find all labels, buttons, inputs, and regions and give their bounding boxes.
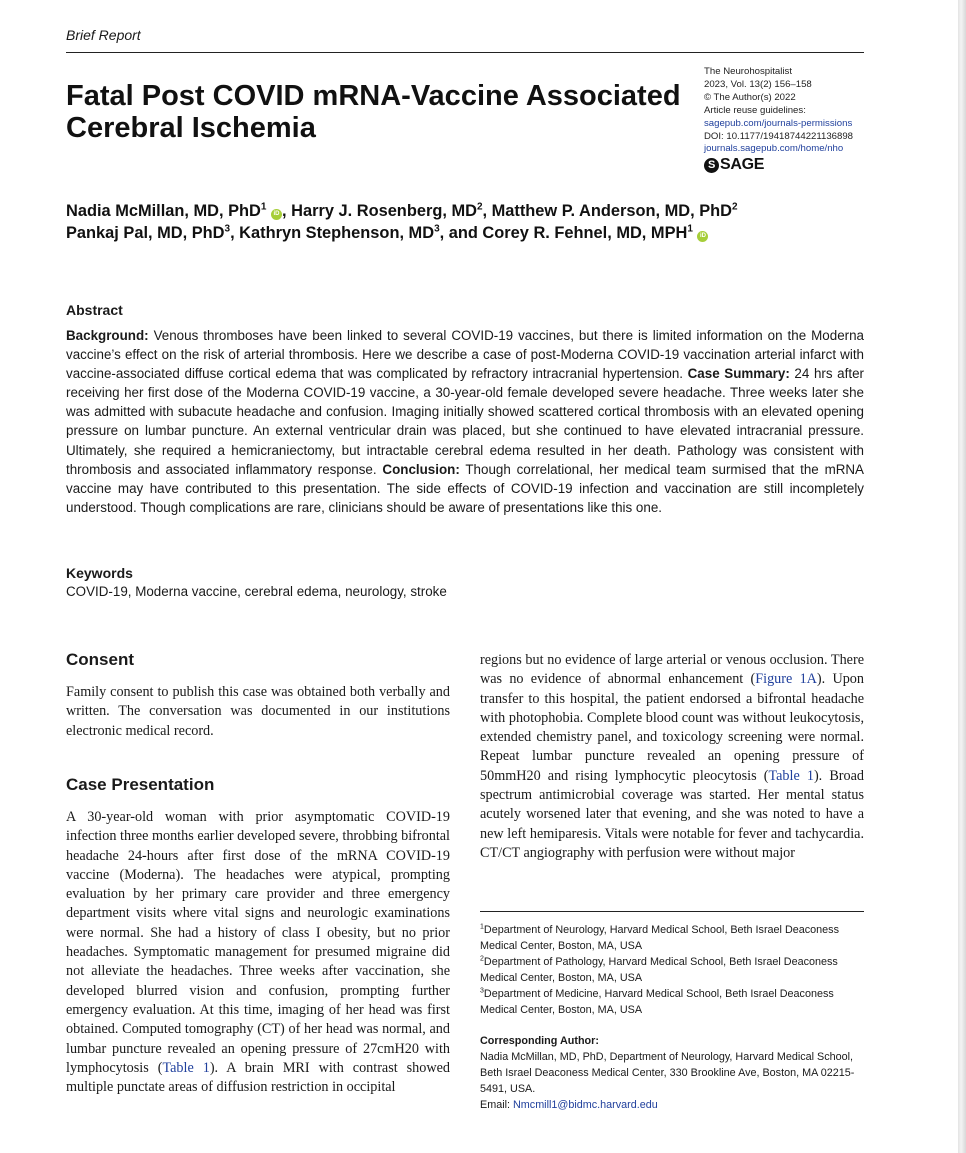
table-1-link[interactable]: Table 1: [162, 1059, 210, 1076]
case-text-part: ). A brain MRI with contrast showed multiple punctate areas of diffusion restriction in occipital: [66, 1059, 450, 1096]
publisher-name: SAGE: [720, 156, 765, 174]
case-presentation-text: [66, 808, 450, 1097]
email-label: Email:: [480, 1099, 513, 1111]
figure-1a-link[interactable]: Figure 1A: [755, 671, 817, 688]
footnote-text: Department of Neurology, Harvard Medical School, Beth Israel Deaconess Medical Center, Boston, MA, USA: [480, 924, 839, 952]
corresponding-author: [480, 1033, 864, 1113]
author-list: [66, 200, 876, 244]
case-presentation-heading: Case Presentation: [66, 775, 215, 794]
conclusion-label: Conclusion:: [382, 461, 460, 477]
article-title: Fatal Post COVID mRNA-Vaccine Associated Cerebral Ischemia: [66, 80, 681, 144]
corresponding-heading: Corresponding Author:: [480, 1035, 599, 1047]
affiliation-mark: 3: [224, 223, 231, 235]
keywords-text: COVID-19, Moderna vaccine, cerebral edema, neurology, stroke: [66, 584, 447, 599]
author-name: , and Corey R. Fehnel, MD, MPH: [439, 224, 688, 242]
author-name: , Harry J. Rosenberg, MD: [282, 202, 477, 220]
doi: DOI: 10.1177/19418744221136898: [704, 130, 854, 142]
case-text-part: ). Upon transfer to this hospital, the patient endorsed a bifrontal headache with photophobia. Complete blood count was without leukocytosis, extended chemistry panel, and toxicology screening were normal. Repeat lumbar puncture revealed an opening pressure of 50mmH20 and rising lymphocytic pleocytosis (: [480, 671, 864, 784]
reuse-link[interactable]: sagepub.com/journals-permissions: [704, 117, 853, 129]
background-text: Venous thromboses have been linked to several COVID-19 vaccines, but there is limited information on the Moderna vaccine’s effect on the risk of arterial thrombosis. Here we describe a case of post-Moderna COVID-19 vaccination arterial infarct with vaccine-associated diffuse cortical edema that was complicated by refractory intracranial hypertension.: [66, 328, 864, 382]
footnote-rule: [480, 911, 864, 912]
journal-link[interactable]: journals.sagepub.com/home/nho: [704, 143, 844, 155]
footnote-text: Department of Pathology, Harvard Medical School, Beth Israel Deaconess Medical Center, Boston, MA, USA: [480, 956, 838, 984]
affiliation-mark: 2: [732, 201, 738, 213]
reuse-label: Article reuse guidelines:: [704, 104, 806, 116]
email-line: [480, 1097, 864, 1113]
abstract-body: [66, 326, 864, 517]
footnote-number: 1: [480, 923, 484, 931]
footnote-number: 2: [480, 955, 484, 963]
background-label: Background:: [66, 328, 149, 343]
footnote-item: [480, 922, 864, 954]
corresponding-text: Nadia McMillan, MD, PhD, Department of Neurology, Harvard Medical School, Beth Israel Deaconess Medical Center, 330 Brookline Ave, Boston, MA 02215-5491, USA.: [480, 1051, 855, 1095]
volume-info: 2023, Vol. 13(2) 156–158: [704, 78, 812, 90]
publisher-logo: [704, 158, 874, 173]
keywords-heading: Keywords: [66, 565, 133, 581]
footnote-text: Department of Medicine, Harvard Medical School, Beth Israel Deaconess Medical Center, Boston, MA, USA: [480, 988, 834, 1016]
affiliation-mark: 1: [687, 223, 693, 235]
page-edge-shadow: [958, 0, 966, 1153]
author-name: Pankaj Pal, MD, PhD: [66, 224, 225, 242]
orcid-icon[interactable]: iD: [271, 209, 282, 220]
case-text-part: A 30-year-old woman with prior asymptomatic COVID-19 infection three months earlier developed severe, throbbing bifrontal headache 24-hours after first dose of the mRNA COVID-19 vaccine (Moderna). The headaches were atypical, prompting evaluation by her primary care provider and three emergency department visits where vital signs and neurologic examinations were normal. She had a history of class I obesity, but no prior headaches. Symptomatic management for presumed migraine did not alleviate the headaches. Three weeks after vaccination, she developed blurred vision and confusion, prompting further emergency evaluation. At this time, imaging of her head was first obtained. Computed tomography (CT) of her head was normal, and lumbar puncture revealed an opening pressure of 27cmH20 with lymphocytosis (: [66, 809, 450, 1076]
email-link[interactable]: Nmcmill1@bidmc.harvard.edu: [513, 1099, 658, 1111]
case-summary-text: 24 hrs after receiving her first dose of the Moderna COVID-19 vaccine, a 30-year-old female developed severe headache. Three weeks later she was admitted with subacute headache and confusion. Imaging initially showed scattered cortical thrombosis with an elevated opening pressure on lumbar puncture. An external ventricular drain was placed, but she continued to have elevated intracranial pressure. Ultimately, she required a hemicraniectomy, but intractable cerebral edema resulted in her death. Pathology was consistent with thrombosis and associated inflammatory response.: [66, 366, 864, 477]
article-type-label: Brief Report: [66, 27, 141, 43]
table-1-link[interactable]: Table 1: [768, 767, 814, 784]
affiliation-mark: 1: [260, 201, 267, 213]
case-text-part: ). Broad spectrum antimicrobial coverage was started. Her mental status acutely worsened later that evening, and she was noted to have a new left hemiparesis. Vitals were notable for fever and tachycardia. CT/CT angiography with perfusion were without major: [480, 767, 864, 861]
journal-info: [704, 66, 874, 173]
case-presentation-continued: [480, 651, 864, 863]
author-name: , Matthew P. Anderson, MD, PhD: [482, 202, 733, 220]
footnote-item: [480, 986, 864, 1018]
consent-text: Family consent to publish this case was obtained both verbally and written. The conversation was documented in our institutions electronic medical record.: [66, 684, 450, 739]
sage-s-icon: S: [704, 158, 719, 173]
case-summary-label: Case Summary:: [687, 366, 790, 382]
orcid-icon[interactable]: iD: [697, 231, 708, 242]
affiliation-footnotes: [480, 922, 864, 1018]
footnote-number: 3: [480, 987, 484, 995]
affiliation-mark: 2: [476, 201, 483, 213]
footnote-item: [480, 954, 864, 986]
journal-name: The Neurohospitalist: [704, 66, 792, 77]
case-text-part: regions but no evidence of large arterial or venous occlusion. There was no evidence of abnormal enhancement (: [480, 652, 864, 688]
conclusion-text: Though correlational, her medical team surmised that the mRNA vaccine may have contributed to this presentation. The side effects of COVID-19 infection and vaccination are still incompletely understood. Though complications are rare, clinicians should be aware of presentations like this one.: [66, 461, 864, 515]
author-name: Nadia McMillan, MD, PhD: [66, 202, 261, 220]
copyright: © The Author(s) 2022: [704, 91, 796, 103]
abstract-heading: Abstract: [66, 302, 123, 318]
consent-heading: Consent: [66, 650, 134, 669]
affiliation-mark: 3: [434, 223, 440, 235]
author-name: , Kathryn Stephenson, MD: [230, 224, 435, 242]
header-rule: [66, 52, 864, 53]
